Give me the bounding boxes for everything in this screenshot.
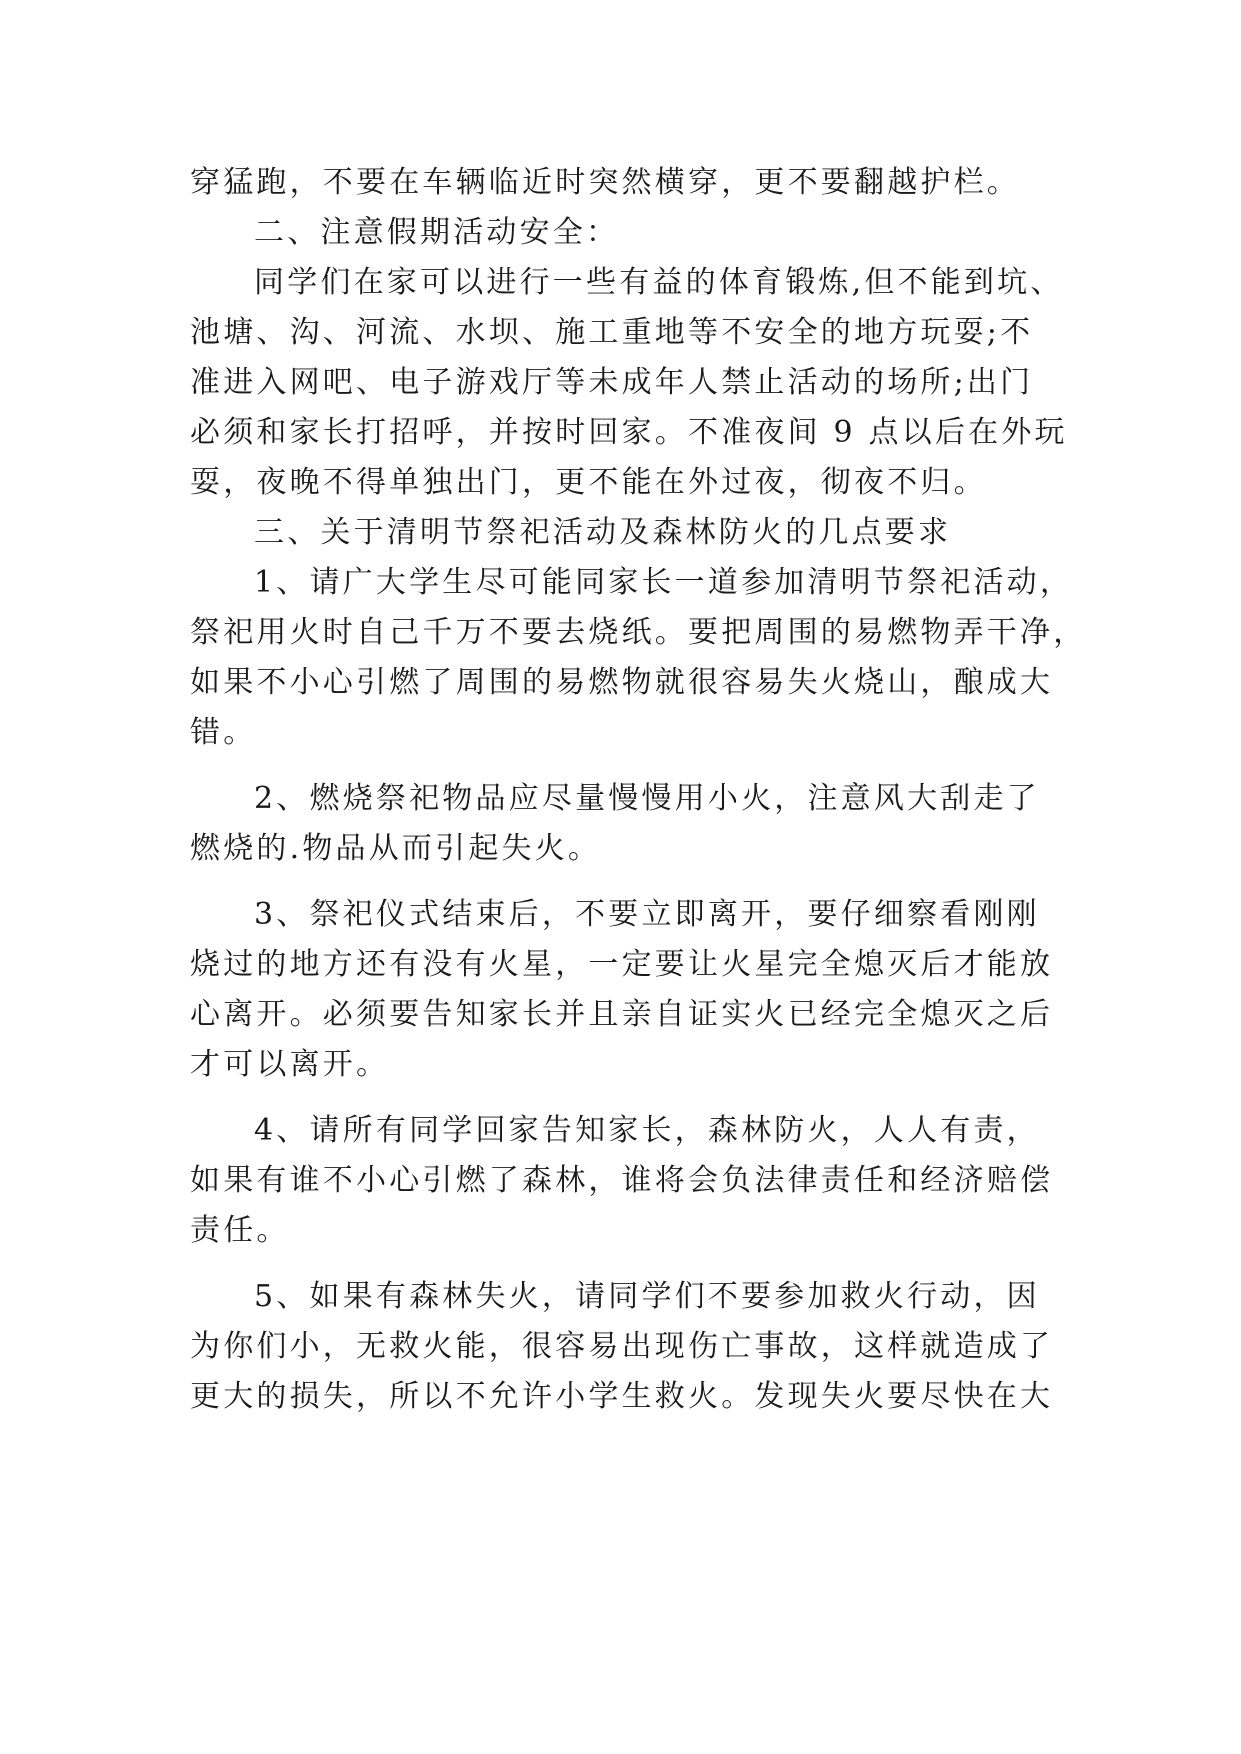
- paragraph: [190, 158, 1090, 208]
- text-line: 准进入网吧、电子游戏厅等未成年人禁止活动的场所;出门: [190, 365, 1034, 400]
- text-line: 才可以离开。: [190, 1047, 390, 1082]
- paragraph: [190, 1272, 1090, 1422]
- text-line: 2、燃烧祭祀物品应尽量慢慢用小火，注意风大刮走了: [254, 781, 1040, 816]
- paragraph-gap: [190, 1256, 1090, 1272]
- text-line: 穿猛跑，不要在车辆临近时突然横穿，更不要翻越护栏。: [190, 165, 1020, 200]
- paragraph: [190, 1106, 1090, 1256]
- text-line: 祭祀用火时自己千万不要去烧纸。要把周围的易燃物弄干净，: [190, 615, 1087, 650]
- paragraph: [190, 558, 1090, 758]
- paragraph-gap: [190, 874, 1090, 890]
- text-line: 烧过的地方还有没有火星，一定要让火星完全熄灭后才能放: [190, 947, 1054, 982]
- document-body: [190, 158, 1090, 1422]
- paragraph-gap: [190, 758, 1090, 774]
- text-line: 3、祭祀仪式结束后，不要立即离开，要仔细察看刚刚: [254, 897, 1040, 932]
- text-line: 耍，夜晚不得单独出门，更不能在外过夜，彻夜不归。: [190, 465, 987, 500]
- text-line: 4、请所有同学回家告知家长，森林防火，人人有责，: [254, 1113, 1040, 1148]
- paragraph: [190, 208, 1090, 258]
- text-line: 池塘、沟、河流、水坝、施工重地等不安全的地方玩耍;不: [190, 315, 1034, 350]
- text-line: 如果有谁不小心引燃了森林，谁将会负法律责任和经济赔偿: [190, 1163, 1054, 1198]
- paragraph: [190, 258, 1090, 508]
- text-line: 1、请广大学生尽可能同家长一道参加清明节祭祀活动，: [254, 565, 1074, 600]
- text-line: 为你们小，无救火能，很容易出现伤亡事故，这样就造成了: [190, 1329, 1054, 1364]
- text-line: 二、注意假期活动安全：: [254, 215, 620, 250]
- text-line: 必须和家长打招呼，并按时回家。不准夜间 9 点以后在外玩: [190, 415, 1068, 450]
- text-line: 责任。: [190, 1213, 290, 1248]
- text-line: 如果不小心引燃了周围的易燃物就很容易失火烧山，酿成大: [190, 665, 1054, 700]
- text-line: 燃烧的.物品从而引起失火。: [190, 831, 602, 866]
- text-line: 同学们在家可以进行一些有益的体育锻炼,但不能到坑、: [254, 265, 1064, 300]
- text-line: 5、如果有森林失火，请同学们不要参加救火行动，因: [254, 1279, 1040, 1314]
- text-line: 心离开。必须要告知家长并且亲自证实火已经完全熄灭之后: [190, 997, 1054, 1032]
- paragraph: [190, 508, 1090, 558]
- text-line: 更大的损失，所以不允许小学生救火。发现失火要尽快在大: [190, 1379, 1054, 1414]
- paragraph-gap: [190, 1090, 1090, 1106]
- text-line: 三、关于清明节祭祀活动及森林防火的几点要求: [254, 515, 952, 550]
- paragraph: [190, 774, 1090, 874]
- text-line: 错。: [190, 715, 257, 750]
- paragraph: [190, 890, 1090, 1090]
